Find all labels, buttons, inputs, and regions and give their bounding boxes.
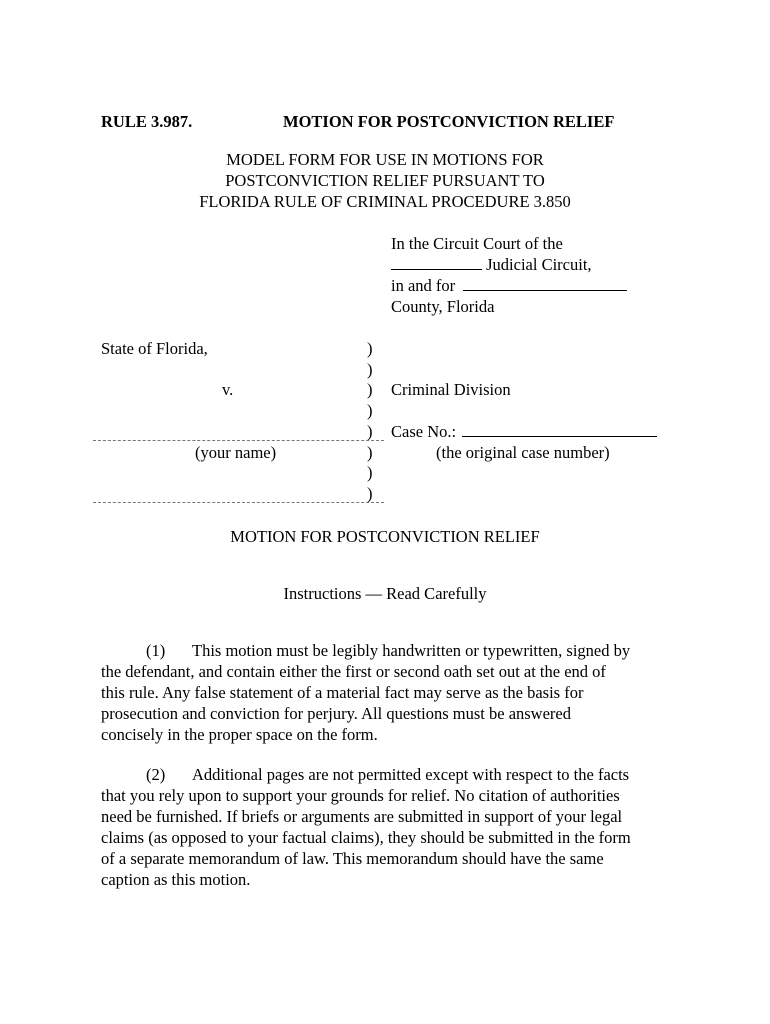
caption-paren: )	[367, 339, 373, 358]
paragraph-1-line: the defendant, and contain either the first or second oath set out at the end of	[101, 662, 606, 681]
case-no-hint: (the original case number)	[436, 443, 610, 462]
caption-paren: )	[367, 422, 373, 441]
court-line-2	[391, 254, 592, 275]
versus-label: v.	[222, 380, 234, 399]
case-no-blank[interactable]	[462, 421, 657, 437]
caption-paren: )	[367, 401, 373, 420]
case-no	[391, 421, 657, 442]
instructions-heading: Instructions — Read Carefully	[283, 584, 487, 603]
county-blank[interactable]	[463, 275, 627, 291]
court-line-1: In the Circuit Court of the	[391, 234, 563, 253]
paragraph-1-line: concisely in the proper space on the form.	[101, 725, 378, 744]
paragraph-2-line: claims (as opposed to your factual claims), they should be submitted in the form	[101, 828, 631, 847]
defendant-name-line[interactable]	[93, 440, 384, 441]
paragraph-2-line: caption as this motion.	[101, 870, 251, 889]
court-line-4: County, Florida	[391, 297, 495, 316]
paragraph-1-number: (1)	[146, 641, 166, 660]
defendant-label: (your name)	[195, 443, 277, 462]
caption-paren: )	[367, 380, 373, 399]
model-form-line-2: POSTCONVICTION RELIEF PURSUANT TO	[225, 171, 545, 190]
plaintiff-name: State of Florida,	[101, 339, 208, 358]
motion-title: MOTION FOR POSTCONVICTION RELIEF	[230, 527, 540, 546]
model-form-line-3: FLORIDA RULE OF CRIMINAL PROCEDURE 3.850	[199, 192, 571, 211]
paragraph-2-line: need be furnished. If briefs or arguments are submitted in support of your legal	[101, 807, 623, 826]
paragraph-2-number: (2)	[146, 765, 166, 784]
paragraph-2-line: of a separate memorandum of law. This memorandum should have the same	[101, 849, 604, 868]
caption-paren: )	[367, 463, 373, 482]
court-line-2-suffix: Judicial Circuit,	[486, 255, 592, 274]
caption-bottom-line	[93, 502, 384, 503]
rule-title: MOTION FOR POSTCONVICTION RELIEF	[283, 112, 615, 131]
caption-paren: )	[367, 360, 373, 379]
rule-number: RULE 3.987.	[101, 112, 193, 131]
case-no-label: Case No.:	[391, 422, 457, 441]
caption-paren: )	[367, 484, 373, 503]
court-line-3	[391, 275, 627, 296]
paragraph-2-line: Additional pages are not permitted except with respect to the facts	[192, 765, 630, 784]
court-line-3-prefix: in and for	[391, 276, 456, 295]
criminal-division: Criminal Division	[391, 380, 511, 399]
paragraph-2-line: that you rely upon to support your grounds for relief. No citation of authorities	[101, 786, 620, 805]
paragraph-1-line: prosecution and conviction for perjury. All questions must be answered	[101, 704, 571, 723]
judicial-circuit-blank[interactable]	[391, 254, 482, 270]
paragraph-1-line: This motion must be legibly handwritten or typewritten, signed by	[192, 641, 631, 660]
model-form-line-1: MODEL FORM FOR USE IN MOTIONS FOR	[226, 150, 544, 169]
caption-paren: )	[367, 443, 373, 462]
paragraph-1-line: this rule. Any false statement of a material fact may serve as the basis for	[101, 683, 584, 702]
